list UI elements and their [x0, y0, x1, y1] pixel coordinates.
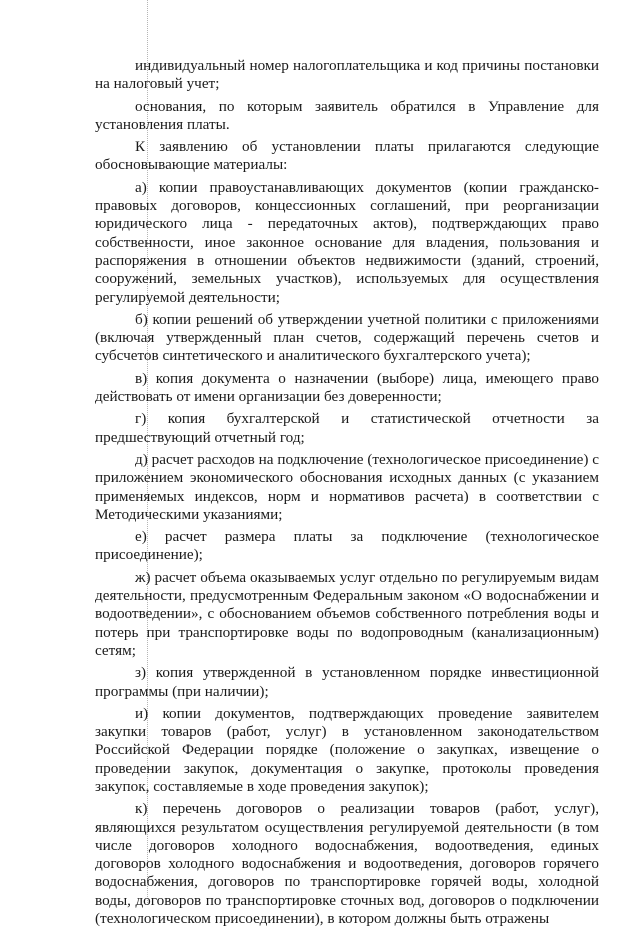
list-item-v: в) копия документа о назначении (выборе) лица, имеющего право действовать от имени организации без доверенности;: [95, 369, 599, 406]
list-item-e: е) расчет размера платы за подключение (технологическое присоединение);: [95, 528, 599, 564]
list-item-i: и) копии документов, подтверждающих проведение заявителем закупки товаров (работ, услуг) в установленном законодательством Российской Федерации порядке (положение о закупках, извещение о проведении закупок, документация о закупке, протоколы проведения закупок, составляемые в ходе проведения закупок);: [95, 704, 599, 795]
paragraph-attachments-intro: К заявлению об установлении платы прилагаются следующие обосновывающие материалы:: [95, 138, 599, 174]
list-item-zh: ж) расчет объема оказываемых услуг отдельно по регулируемым видам деятельности, предусмотренным Федеральным законом «О водоснабжении и водоотведении», с обоснованием объемов собственного потребления воды и потерь при транспортировке воды по водопроводным (канализационным) сетям;: [95, 568, 599, 659]
list-item-a: а) копии правоустанавливающих документов (копии гражданско-правовых договоров, концессионных соглашений, при реорганизации юридического лица - передаточных актов), подтверждающих право собственности, иное законное основание для владения, пользования и распоряжения в отношении объектов недвижимости (зданий, строений, сооружений, земельных участков), используемых для осуществления регулируемой деятельности;: [95, 178, 599, 306]
paragraph-inn-kpp: индивидуальный номер налогоплательщика и код причины постановки на налоговый учет;: [95, 57, 599, 93]
paragraph-grounds: основания, по которым заявитель обратился в Управление для установления платы.: [95, 97, 599, 133]
list-item-k: к) перечень договоров о реализации товаров (работ, услуг), являющихся результатом осуществления регулируемой деятельности (в том числе договоров холодного водоснабжения, водоотведения, единых договоров холодного водоснабжения и водоотведения, договоров горячего водоснабжения, договоров по транспортировке горячей воды, холодной воды, договоров по транспортировке сточных вод, договоров о подключении (технологическом присоединении), в котором должны быть отражены: [95, 800, 599, 928]
list-item-z: з) копия утвержденной в установленном порядке инвестиционной программы (при наличии);: [95, 664, 599, 700]
list-item-d: д) расчет расходов на подключение (технологическое присоединение) с приложением экономического обоснования исходных данных (с указанием применяемых индексов, норм и нормативов расчета) в соответствии с Методическими указаниями;: [95, 450, 599, 523]
list-item-b: б) копии решений об утверждении учетной политики с приложениями (включая утвержденный план счетов, содержащий перечень счетов и субсчетов синтетического и аналитического бухгалтерского учета);: [95, 310, 599, 365]
list-item-g: г) копия бухгалтерской и статистической отчетности за предшествующий отчетный год;: [95, 410, 599, 446]
document-page: [95, 57, 599, 928]
